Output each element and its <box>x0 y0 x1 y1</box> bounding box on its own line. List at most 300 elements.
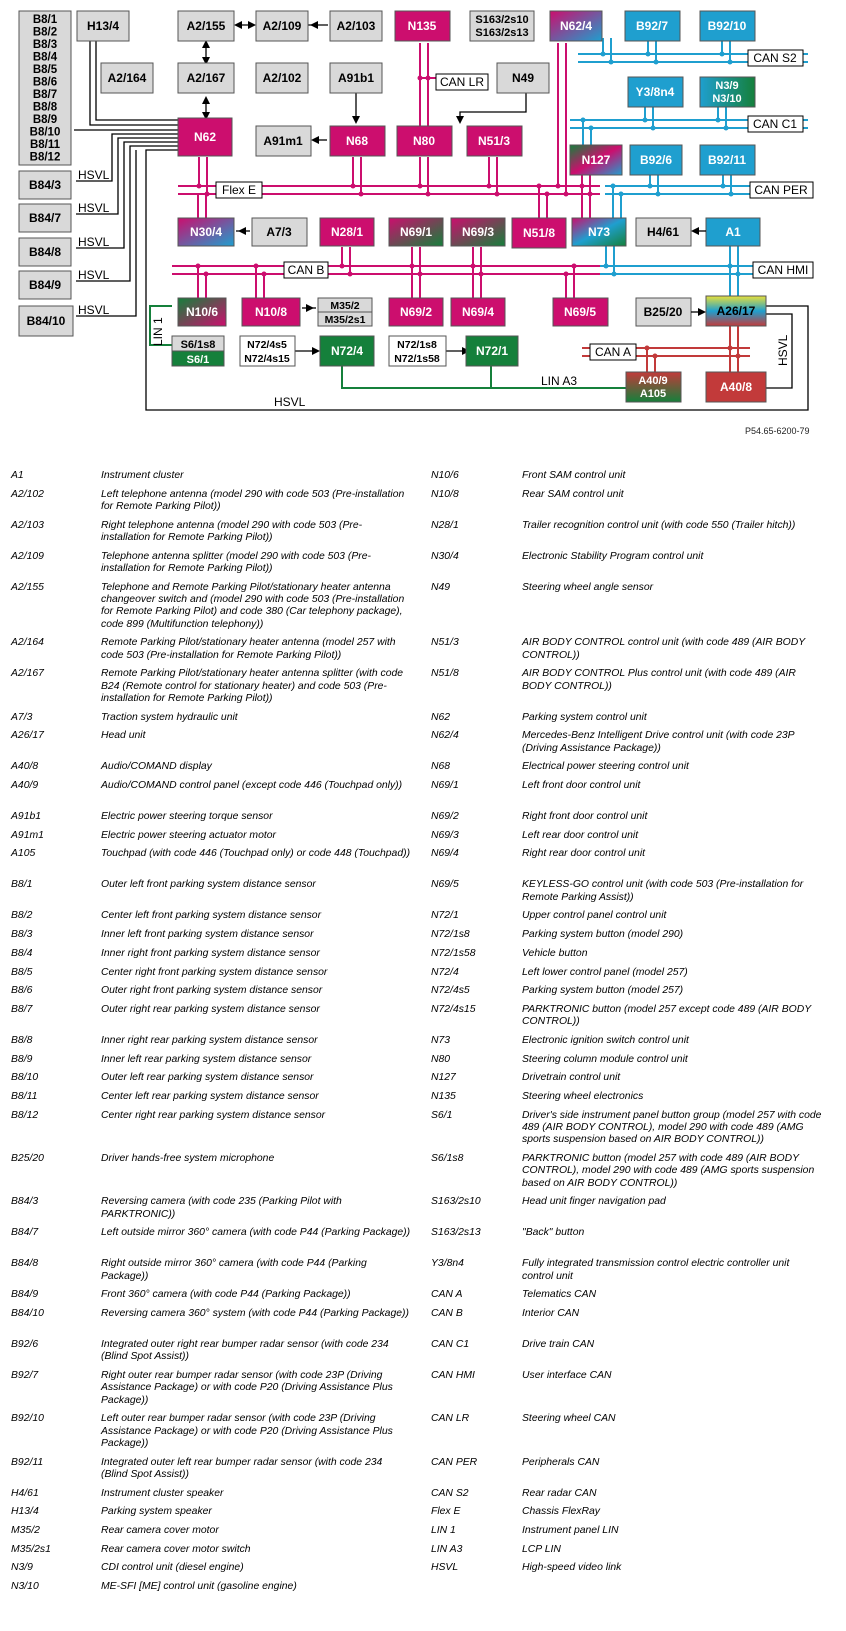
legend-code: N80 <box>431 1053 451 1065</box>
legend-code: N10/6 <box>431 470 459 481</box>
legend-description: Inner right front parking system distance sensor <box>101 947 320 959</box>
svg-text:N69/1: N69/1 <box>399 225 433 239</box>
node-a2-102 <box>256 63 308 93</box>
svg-text:B84/7: B84/7 <box>28 211 62 225</box>
legend-code: H4/61 <box>11 1487 39 1499</box>
node-b84-7 <box>19 204 71 232</box>
svg-text:N72/4s15: N72/4s15 <box>244 353 290 365</box>
svg-text:A2/103: A2/103 <box>336 19 376 33</box>
node-s6 <box>172 336 224 366</box>
svg-text:CAN C1: CAN C1 <box>752 117 798 131</box>
node-a91m1 <box>256 126 311 156</box>
bus-label-hsvl: HSVL <box>78 168 110 182</box>
bus-label-lin-1: LIN 1 <box>151 317 165 346</box>
legend-code: B8/8 <box>11 1034 33 1046</box>
legend-description: Rear radar CAN <box>522 1487 597 1499</box>
legend-code: N72/1 <box>431 910 459 922</box>
legend-description: Left outside mirror 360° camera (with code P44 (Parking Package)) <box>101 1227 411 1239</box>
legend-code: N62/4 <box>431 730 459 742</box>
legend-description: Reversing camera (with code 235 (Parking Pilot with PARKTRONIC)) <box>101 1196 342 1220</box>
legend-code: B8/7 <box>11 1003 33 1015</box>
svg-text:N72/1s58: N72/1s58 <box>394 353 440 365</box>
svg-text:A2/164: A2/164 <box>107 71 147 85</box>
bus-label-hsvl: HSVL <box>78 201 110 215</box>
legend-code: B8/10 <box>11 1072 39 1084</box>
arrowhead <box>698 308 706 316</box>
legend-code: A40/8 <box>11 761 39 773</box>
svg-text:A2/167: A2/167 <box>186 71 226 85</box>
legend-code: B8/12 <box>11 1109 39 1121</box>
svg-text:N69/2: N69/2 <box>399 305 433 319</box>
node-a2-155 <box>178 11 234 41</box>
svg-text:N3/10: N3/10 <box>712 93 742 105</box>
svg-text:N51/3: N51/3 <box>477 134 511 148</box>
legend-code: B8/6 <box>11 985 33 997</box>
legend-description: Instrument cluster speaker <box>101 1487 224 1499</box>
legend-code: B8/1 <box>11 879 33 891</box>
sensor-label: B8/12 <box>29 151 61 164</box>
legend-code: A1 <box>11 470 24 481</box>
legend-description: Remote Parking Pilot/stationary heater antenna (model 257 with code 503 (Pre-installation for Remote Parking Pilot)) <box>101 637 396 661</box>
node-n69-5 <box>553 298 608 326</box>
node-m35 <box>318 298 372 326</box>
bus-label-can-lr <box>436 74 488 90</box>
legend-code: CAN S2 <box>431 1487 469 1499</box>
legend-description: Left front door control unit <box>522 780 641 791</box>
legend-code: CAN B <box>431 1308 463 1319</box>
node-n62 <box>178 118 232 156</box>
svg-text:N127: N127 <box>581 153 611 167</box>
legend-code: CAN A <box>431 1289 463 1301</box>
legend-description: Peripherals CAN <box>522 1456 600 1468</box>
legend-code: A2/109 <box>11 550 44 562</box>
legend-code: B84/7 <box>11 1227 39 1239</box>
legend-description: PARKTRONIC button (model 257 except code 489 (AIR BODY CONTROL)) <box>522 1003 811 1028</box>
legend-code: CAN HMI <box>431 1370 475 1381</box>
node-n10-6 <box>178 298 226 326</box>
bus-label-can-c1 <box>748 116 803 132</box>
legend-description: Rear SAM control unit <box>522 488 624 500</box>
legend-description: Electrical power steering control unit <box>522 761 689 773</box>
legend-code: B92/7 <box>11 1370 39 1381</box>
node-b92-6 <box>630 145 682 175</box>
legend-description: Right telephone antenna (model 290 with code 503 (Pre-installation for Remote Parking Pilot)) <box>101 519 363 543</box>
node-n28-1 <box>320 218 374 246</box>
svg-text:H4/61: H4/61 <box>646 225 680 239</box>
bus-label-flex-e <box>216 182 262 198</box>
legend-code: B92/10 <box>11 1413 44 1425</box>
svg-text:B92/10: B92/10 <box>707 19 747 33</box>
legend-code: B84/8 <box>11 1258 39 1270</box>
node-n72-1 <box>466 336 518 366</box>
node-a2-103 <box>330 11 382 41</box>
legend-code: B92/11 <box>11 1456 44 1468</box>
svg-text:Y3/8n4: Y3/8n4 <box>635 85 675 99</box>
legend-description: PARKTRONIC button (model 257 with code 489 (AIR BODY CONTROL), model 290 with code 489 (AMG sports suspension based on AIR BODY CONTROL)) <box>522 1153 815 1189</box>
legend-description: Rear camera cover motor <box>101 1525 219 1536</box>
bus-label-can-hmi <box>753 262 813 278</box>
legend-code: S6/1 <box>431 1109 453 1121</box>
legend-code: LIN 1 <box>431 1525 456 1536</box>
legend-description: Center left rear parking system distance sensor <box>101 1091 319 1102</box>
svg-text:B84/3: B84/3 <box>28 178 62 192</box>
svg-text:S6/1: S6/1 <box>186 354 210 366</box>
node-n69-3 <box>451 218 505 246</box>
legend-description: Right front door control unit <box>522 811 648 822</box>
legend-description: KEYLESS-GO control unit (with code 503 (Pre-installation for Remote Parking Assist)) <box>522 879 804 903</box>
legend-code: A2/103 <box>11 519 44 531</box>
legend-description: Mercedes-Benz Intelligent Drive control unit (with code 23P (Driving Assistance Package)) <box>522 730 795 754</box>
legend-description: Center left front parking system distance sensor <box>101 910 322 922</box>
node-b25-20 <box>636 298 691 326</box>
bus-can-b <box>172 247 600 298</box>
node-n127 <box>570 145 622 175</box>
legend-description: Inner left front parking system distance sensor <box>101 929 314 941</box>
legend-description: Chassis FlexRay <box>522 1506 600 1518</box>
svg-text:A91m1: A91m1 <box>263 134 303 148</box>
node-b84-8 <box>19 238 71 266</box>
legend-description: User interface CAN <box>522 1370 612 1381</box>
legend-description: Outer right rear parking system distance sensor <box>101 1003 320 1015</box>
sensor-label: B8/5 <box>32 64 58 76</box>
legend-description: Steering column module control unit <box>522 1053 688 1065</box>
bus-label-can-per <box>750 182 813 198</box>
legend-description: Right outside mirror 360° camera (with code P44 (Parking Package)) <box>101 1258 367 1282</box>
legend-code: LIN A3 <box>431 1543 463 1555</box>
legend-description: Inner right rear parking system distance sensor <box>101 1034 318 1046</box>
legend-code: HSVL <box>431 1562 459 1574</box>
legend-code: N30/4 <box>431 550 459 562</box>
node-b84-10 <box>19 306 73 336</box>
legend-code: CAN C1 <box>431 1339 470 1350</box>
legend-description: Steering wheel CAN <box>522 1413 616 1425</box>
svg-text:A91b1: A91b1 <box>337 71 375 85</box>
svg-text:N62: N62 <box>193 130 217 144</box>
svg-text:N51/8: N51/8 <box>522 226 556 240</box>
svg-text:N69/4: N69/4 <box>461 305 495 319</box>
legend-description: Rear camera cover motor switch <box>101 1543 251 1555</box>
svg-text:N28/1: N28/1 <box>330 225 364 239</box>
legend-code: N135 <box>431 1091 456 1102</box>
legend-description: AIR BODY CONTROL control unit (with code 489 (AIR BODY CONTROL)) <box>522 637 805 661</box>
svg-text:CAN HMI: CAN HMI <box>757 263 809 277</box>
node-b92-11 <box>700 145 755 175</box>
node-n69-4 <box>451 298 505 326</box>
legend-description: Steering wheel angle sensor <box>522 581 654 593</box>
legend-description: Head unit <box>101 730 146 742</box>
svg-text:N72/1: N72/1 <box>475 344 509 358</box>
network-topology-diagram <box>0 0 846 430</box>
legend-description: Instrument panel LIN <box>522 1525 619 1536</box>
legend-code: A2/164 <box>11 637 44 649</box>
legend-code: A105 <box>11 848 36 860</box>
node-b92-7 <box>625 11 680 41</box>
legend-description: ME-SFI [ME] control unit (gasoline engine) <box>101 1581 297 1593</box>
svg-text:A40/8: A40/8 <box>719 380 753 394</box>
sensor-label: B8/2 <box>32 26 58 39</box>
legend-code: N72/1s58 <box>431 947 476 959</box>
legend-code: B8/3 <box>11 929 33 941</box>
bus-label-hsvl: HSVL <box>274 395 306 409</box>
legend-code: B8/5 <box>11 966 33 978</box>
sensor-label: B8/11 <box>29 139 61 151</box>
legend-code: B8/9 <box>11 1053 33 1065</box>
legend-code: B92/6 <box>11 1339 39 1350</box>
node-a2-167 <box>178 63 234 93</box>
legend-description: Inner left rear parking system distance sensor <box>101 1053 312 1065</box>
svg-text:Flex E: Flex E <box>221 183 257 197</box>
svg-text:B84/8: B84/8 <box>28 245 62 259</box>
legend-description: Drive train CAN <box>522 1339 595 1350</box>
legend-code: N3/9 <box>11 1562 33 1574</box>
bus-label-can-a <box>590 344 636 360</box>
legend-description: Instrument cluster <box>101 470 184 481</box>
svg-text:N72/1s8: N72/1s8 <box>397 339 437 351</box>
svg-text:CAN A: CAN A <box>594 345 632 359</box>
legend-code: Y3/8n4 <box>431 1258 464 1270</box>
node-n51-3 <box>467 126 522 156</box>
legend-code: N62 <box>431 711 451 723</box>
legend-code: N69/4 <box>431 848 459 860</box>
svg-text:CAN PER: CAN PER <box>754 183 808 197</box>
node-a91b1 <box>330 63 382 93</box>
legend-code: B8/11 <box>11 1091 38 1102</box>
legend-code: N72/4s15 <box>431 1003 476 1015</box>
svg-text:N49: N49 <box>511 71 535 85</box>
node-n69-1 <box>389 218 443 246</box>
legend-code: B25/20 <box>11 1153 44 1164</box>
legend-description: Traction system hydraulic unit <box>101 711 238 723</box>
legend-description: Upper control panel control unit <box>522 910 667 922</box>
legend-code: B84/10 <box>11 1308 44 1319</box>
svg-text:S163/2s13: S163/2s13 <box>475 27 529 39</box>
svg-text:N73: N73 <box>587 225 611 239</box>
bus-label-lin-a3: LIN A3 <box>541 374 578 388</box>
legend-code: A2/102 <box>11 488 44 500</box>
legend-description: Telematics CAN <box>522 1289 597 1301</box>
svg-text:N62/4: N62/4 <box>559 19 593 33</box>
legend-code: CAN PER <box>431 1456 478 1468</box>
legend-description: Front 360° camera (with code P44 (Parking Package)) <box>101 1289 351 1301</box>
legend-description: High-speed video link <box>522 1562 622 1574</box>
legend-code: S6/1s8 <box>431 1153 464 1164</box>
node-n30-4 <box>178 218 234 246</box>
legend-description: Parking system button (model 257) <box>522 985 684 997</box>
legend-code: N3/10 <box>11 1581 39 1593</box>
legend-code: N69/3 <box>431 829 459 841</box>
bus-label-hsvl: HSVL <box>78 235 110 249</box>
svg-text:A7/3: A7/3 <box>266 225 292 239</box>
node-a7-3 <box>252 218 307 246</box>
node-n49 <box>497 63 549 93</box>
legend-code: M35/2 <box>11 1525 40 1536</box>
legend-code: N69/1 <box>431 780 459 791</box>
legend-code: N72/4s5 <box>431 985 470 997</box>
bus-label-can-b <box>284 262 328 278</box>
node-a40-9 <box>626 372 681 402</box>
legend-description: Front SAM control unit <box>522 470 626 481</box>
sensor-label: B8/9 <box>32 114 58 126</box>
svg-text:M35/2s1: M35/2s1 <box>324 314 366 326</box>
node-n72-1s <box>389 336 446 366</box>
legend-code: N49 <box>431 581 451 593</box>
figure-reference: P54.65-6200-79 <box>745 426 810 436</box>
svg-text:CAN B: CAN B <box>287 263 325 277</box>
svg-text:N72/4: N72/4 <box>330 344 364 358</box>
node-a40-8 <box>706 372 766 402</box>
legend-description: Electric power steering torque sensor <box>101 811 273 822</box>
node-h13-4 <box>77 11 129 41</box>
legend-code: Flex E <box>431 1506 461 1518</box>
legend-code: B84/9 <box>11 1289 39 1301</box>
sensor-label: B8/10 <box>29 126 61 139</box>
svg-text:N69/3: N69/3 <box>461 225 495 239</box>
legend-description: Telephone and Remote Parking Pilot/stationary heater antenna changeover switch and (model 290 with code 503 (Pre-installation for Remote Parking Pilot) and code 380 (Car telephony package), code 899 (Multifunction telephony)) <box>101 581 405 630</box>
svg-text:N30/4: N30/4 <box>189 225 223 239</box>
legend-code: S163/2s13 <box>431 1227 481 1239</box>
legend-code: A7/3 <box>11 711 33 723</box>
svg-text:A2/102: A2/102 <box>262 71 302 85</box>
legend-code: A91b1 <box>11 811 42 822</box>
svg-text:B92/11: B92/11 <box>707 153 747 167</box>
legend-code: M35/2s1 <box>11 1543 51 1555</box>
legend-description: CDI control unit (diesel engine) <box>101 1562 244 1574</box>
svg-text:N68: N68 <box>345 134 369 148</box>
legend-description: Electronic Stability Program control unit <box>522 550 704 562</box>
legend-code: H13/4 <box>11 1506 39 1518</box>
sensor-label: B8/7 <box>32 89 58 101</box>
svg-text:N135: N135 <box>407 19 437 33</box>
legend-description: Drivetrain control unit <box>522 1072 621 1084</box>
legend-code: N69/5 <box>431 879 459 891</box>
legend-description: Vehicle button <box>522 947 588 959</box>
legend-code: N73 <box>431 1034 451 1046</box>
svg-text:N80: N80 <box>412 134 436 148</box>
svg-text:B84/10: B84/10 <box>26 314 66 328</box>
legend-code: N51/3 <box>431 637 459 649</box>
svg-text:B92/7: B92/7 <box>635 19 669 33</box>
node-s163 <box>470 11 534 41</box>
legend-description: Parking system speaker <box>101 1506 212 1518</box>
node-n80 <box>397 126 452 156</box>
legend-description: Integrated outer right rear bumper radar sensor (with code 234 (Blind Spot Assist)) <box>101 1339 389 1363</box>
legend-description: Electric power steering actuator motor <box>101 829 276 841</box>
node-n10-8 <box>242 298 300 326</box>
svg-text:B84/9: B84/9 <box>28 278 62 292</box>
node-a1 <box>706 218 760 246</box>
svg-text:N3/9: N3/9 <box>715 80 739 92</box>
legend-code: A2/155 <box>11 581 44 593</box>
node-n68 <box>330 126 385 156</box>
legend-description: Center right front parking system distance sensor <box>101 966 328 978</box>
sensor-stack-b8 <box>19 11 71 165</box>
bus-label-can-s2 <box>748 50 803 66</box>
bus-can-lr <box>420 43 436 128</box>
svg-text:S6/1s8: S6/1s8 <box>180 339 216 351</box>
node-y3-8n4 <box>628 77 683 107</box>
svg-text:A105: A105 <box>639 388 667 400</box>
svg-text:CAN LR: CAN LR <box>439 75 485 89</box>
bus-label-hsvl: HSVL <box>78 268 110 282</box>
node-n69-2 <box>389 298 443 326</box>
svg-text:A40/9: A40/9 <box>638 375 668 387</box>
node-b92-10 <box>700 11 755 41</box>
legend-description: Audio/COMAND control panel (except code 446 (Touchpad only)) <box>101 780 403 791</box>
legend-description: Parking system control unit <box>522 711 647 723</box>
legend-code: N28/1 <box>431 519 459 531</box>
legend-code: N127 <box>431 1072 456 1084</box>
node-a2-164 <box>101 63 153 93</box>
legend-code: N69/2 <box>431 811 459 822</box>
sensor-label: B8/3 <box>32 39 58 51</box>
svg-text:N10/8: N10/8 <box>254 305 288 319</box>
legend-description: Parking system button (model 290) <box>522 929 684 941</box>
legend-description: Center right rear parking system distance sensor <box>101 1109 326 1121</box>
sensor-label: B8/6 <box>32 76 58 89</box>
svg-text:N10/6: N10/6 <box>185 305 219 319</box>
legend-code: B8/2 <box>11 910 33 922</box>
svg-text:N69/5: N69/5 <box>563 305 597 319</box>
node-n135 <box>395 11 450 41</box>
legend-description: Left outer rear bumper radar sensor (with code 23P (Driving Assistance Package) or with code P20 (Driving Assistance Plus Package)) <box>101 1413 393 1449</box>
bus-label-hsvl: HSVL <box>776 334 790 366</box>
sensor-label: B8/1 <box>32 14 58 26</box>
legend-code: N68 <box>431 761 451 773</box>
node-n62-4 <box>550 11 602 41</box>
legend-description: Driver's side instrument panel button group (model 257 with code 489 (AIR BODY CONTROL), model 290 with code 489 (AMG sports suspension based on AIR BODY CONTROL)) <box>522 1109 822 1146</box>
sensor-label: B8/8 <box>32 101 58 114</box>
legend-description: Outer left front parking system distance sensor <box>101 879 316 891</box>
node-a2-109 <box>256 11 308 41</box>
node-n72-4s <box>240 336 295 366</box>
legend-code: N72/4 <box>431 966 459 978</box>
node-n51-8 <box>512 218 566 248</box>
legend-description: AIR BODY CONTROL Plus control unit (with code 489 (AIR BODY CONTROL)) <box>522 668 796 692</box>
node-n72-4 <box>320 336 374 366</box>
svg-text:A26/17: A26/17 <box>716 304 756 318</box>
svg-text:A2/155: A2/155 <box>186 19 226 33</box>
legend-description: Telephone antenna splitter (model 290 with code 503 (Pre-installation for Remote Parking Pilot)) <box>101 550 371 574</box>
legend-description: Driver hands-free system microphone <box>101 1153 275 1164</box>
legend-description: Reversing camera 360° system (with code P44 (Parking Package)) <box>101 1308 409 1319</box>
node-n73 <box>572 218 626 246</box>
legend-description: Electronic ignition switch control unit <box>522 1034 689 1046</box>
svg-text:A2/109: A2/109 <box>262 19 302 33</box>
arrowhead <box>691 227 699 235</box>
node-h4-61 <box>636 218 691 246</box>
legend-code: A26/17 <box>11 730 44 742</box>
legend-description: Trailer recognition control unit (with code 550 (Trailer hitch)) <box>522 519 796 531</box>
legend-description: Steering wheel electronics <box>522 1091 644 1102</box>
legend-description: Interior CAN <box>522 1308 580 1319</box>
legend-description: Right rear door control unit <box>522 848 646 860</box>
legend-code: A40/9 <box>11 780 39 791</box>
sensor-label: B8/4 <box>32 51 58 64</box>
legend-code: N10/8 <box>431 488 459 500</box>
node-b84-9 <box>19 271 71 299</box>
legend-description: Left rear door control unit <box>522 829 639 841</box>
svg-text:B92/6: B92/6 <box>639 153 673 167</box>
legend-description: Integrated outer left rear bumper radar sensor (with code 234 (Blind Spot Assist)) <box>101 1456 383 1480</box>
legend-description: Fully integrated transmission control electric controller unit control unit <box>522 1258 790 1282</box>
node-a26-17 <box>706 296 766 326</box>
legend-description: Left lower control panel (model 257) <box>522 966 688 978</box>
svg-text:S163/2s10: S163/2s10 <box>475 14 529 26</box>
legend-code: A2/167 <box>11 668 44 680</box>
legend-code: A91m1 <box>11 829 44 841</box>
legend-code: B84/3 <box>11 1196 39 1208</box>
legend-description: Remote Parking Pilot/stationary heater antenna splitter (with code B24 (Remote control for stationary heater) and code 503 (Pre-installation for Remote Parking Pilot)) <box>101 668 404 704</box>
